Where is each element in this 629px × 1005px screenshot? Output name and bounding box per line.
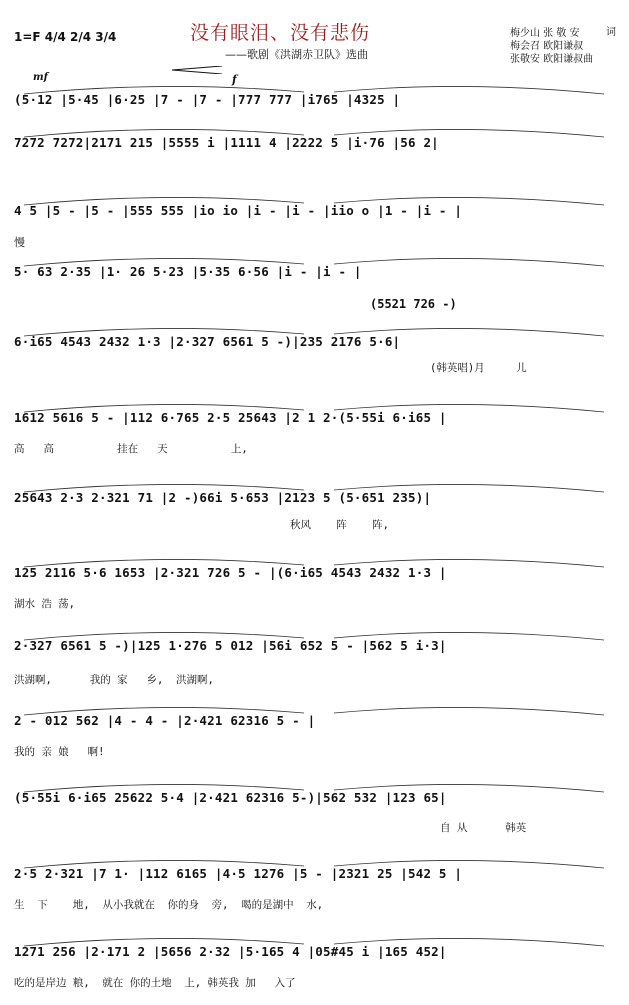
credits [510,27,616,66]
crescendo-mark [172,66,222,74]
credit-lyric-label: 词 [606,27,616,38]
lyric-line: 秋风 阵 阵, [290,519,389,531]
dynamic-forte: f [232,73,237,86]
lyric-line: 高 高 挂在 天 上, [14,443,248,455]
notation-line: 5· 63 2·35 |1· 26 5·23 |5·35 6·56 |i - |i - | [14,264,362,279]
credit-lyricist-2: 梅会召 欧阳谦叔 [510,41,584,52]
notation-line: 125 2116 5·6 1653 |2·321 726 5 - |(6·i65 4543 2432 1·3 | [14,565,447,580]
lyric-line: 吃的是岸边 粮, 就在 你的土地 上, 韩英我 加 入了 [14,977,296,989]
notation-line: 1271 256 |2·171 2 |5656 2·32 |5·165 4 |05#45 i |165 452| [14,944,447,959]
lyric-line: 自 从 韩英 [440,822,527,834]
lyric-line: 生 下 地, 从小我就在 你的身 旁, 喝的是湖中 水, [14,899,324,911]
notation-line: (5·55i 6·i65 25622 5·4 |2·421 62316 5-)|562 532 |123 65| [14,790,447,805]
lyric-line: 洪湖啊, 我的 家 乡, 洪湖啊, [14,674,214,686]
notation-line: (5·12 |5·45 |6·25 |7 - |7 - |777 777 |i765 |4325 | [14,92,401,107]
notation-line: 4 5 |5 - |5 - |555 555 |io io |i - |i - |iio o |1 - |i - | [14,203,463,218]
song-subtitle: ——歌剧《洪湖赤卫队》选曲 [225,48,368,61]
notation-line: 6·i65 4543 2432 1·3 |2·327 6561 5 -)|235 2176 5·6| [14,334,401,349]
lyric-line: 我的 亲 娘 啊! [14,746,105,758]
notation-line: 25643 2·3 2·321 71 |2 -)66i 5·653 |2123 5 (5·651 235)| [14,490,432,505]
lyric-line: 湖水 浩 荡, [14,598,75,610]
tempo-marking: 慢 [14,236,25,249]
dynamic-mezzo-forte: mf [33,72,48,83]
lyric-line: (韩英唱)月 儿 [430,362,527,374]
intro-phrase: (5521 726 -) [370,297,457,311]
notation-line: 2·5 2·321 |7 1· |112 6165 |4·5 1276 |5 - |2321 25 |542 5 | [14,866,463,881]
credit-lyricist-1: 梅少山 张 敬 安 [510,28,580,39]
song-title: 没有眼泪、没有悲伤 [190,22,371,44]
notation-line: 7272 7272|2171 215 |5555 i |1111 4 |2222 5 |i·76 |56 2| [14,135,439,150]
notation-line: 2 - 012 562 |4 - 4 - |2·421 62316 5 - | [14,713,316,728]
key-signature: 1=F 4/4 2/4 3/4 [14,30,117,44]
notation-line: 2·327 6561 5 -)|125 1·276 5 012 |56i 652 5 - |562 5 i·3| [14,638,447,653]
notation-line: 1612 5616 5 - |112 6·765 2·5 25643 |2 1 2·(5·55i 6·i65 | [14,410,447,425]
credit-composer: 张敬安 欧阳谦叔曲 [510,54,594,65]
